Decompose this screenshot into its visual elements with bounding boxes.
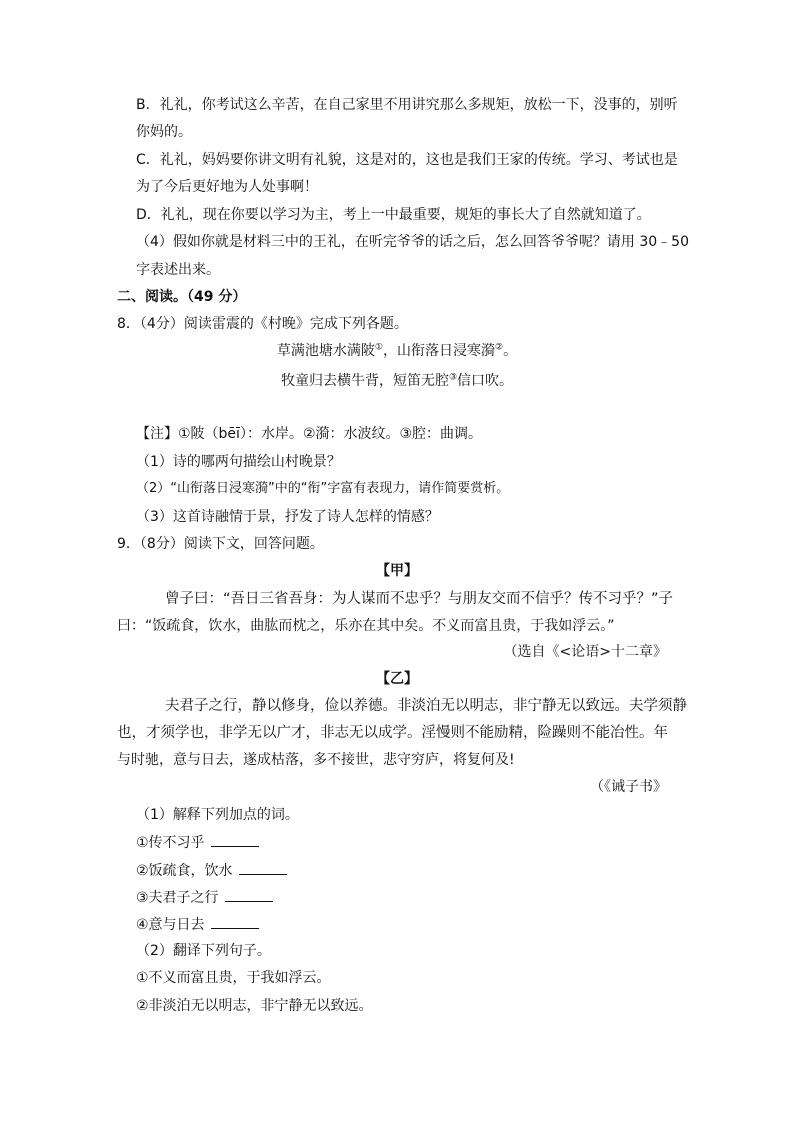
q7-sub4-line2: 字表述出来。 (136, 262, 220, 278)
poem-line2 (0, 371, 794, 391)
q9-trans2: ②非淡泊无以明志，非宁静无以致远。 (136, 998, 373, 1014)
q9-item1-text: ①传不习乎 (136, 835, 205, 851)
passage-yi-title: 【乙】 (376, 671, 418, 687)
passage-yi-line2: 也，才须学也，非学无以广才，非志无以成学。淫慢则不能励精，险躁则不能冶性。年 (117, 725, 668, 741)
footnote-marker-3: ③ (448, 372, 458, 383)
q9-item2-text: ②饭疏食，饮水 (136, 863, 233, 879)
passage-yi-source: （《诫子书》 (590, 779, 667, 795)
q7-sub4-line1: （4）假如你就是材料三中的王礼，在听完爷爷的话之后，怎么回答爷爷呢？请用 30﹣50 (136, 234, 689, 250)
poem-line1-c: 。 (503, 343, 518, 359)
option-c-line1: C．礼礼，妈妈要你讲文明有礼貌，这是对的，这也是我们王家的传统。学习、考试也是 (136, 152, 678, 168)
passage-jia-line1: 曾子曰：“吾日三省吾身：为人谋而不忠乎？与朋友交而不信乎？传不习乎？”子 (165, 591, 674, 607)
option-b-line2: 你妈的。 (136, 124, 192, 140)
option-d-line1: D．礼礼，现在你要以学习为主，考上一中最重要，规矩的事长大了自然就知道了。 (136, 207, 651, 223)
q9-item4 (136, 914, 259, 935)
q9-stem: 9．（8分）阅读下文，回答问题。 (117, 536, 324, 552)
q9-item2 (136, 860, 287, 881)
poem-line2-b: 信口吹。 (457, 373, 514, 389)
passage-jia-title: 【甲】 (376, 563, 418, 579)
section-heading: 二、阅读。（49 分） (117, 289, 247, 305)
passage-jia-source: （选自《<论语>十二章》 (503, 644, 667, 660)
q9-item3-text: ③夫君子之行 (136, 890, 219, 906)
q9-item1 (136, 832, 259, 853)
q8-sub3: （3）这首诗融情于景，抒发了诗人怎样的情感？ (136, 509, 439, 525)
answer-blank[interactable] (239, 860, 287, 875)
answer-blank[interactable] (211, 914, 259, 929)
footnote-marker-1: ① (374, 342, 383, 353)
q9-item4-text: ④意与日去 (136, 917, 205, 933)
poem-line1-a: 草满池塘水满陂 (276, 343, 375, 359)
q9-sub1: （1）解释下列加点的词。 (136, 807, 299, 823)
q8-sub2: （2）“山衔落日浸寒漪”中的“衔”字富有表现力，请作简要赏析。 (136, 481, 510, 496)
poem-line1-b: ，山衔落日浸寒漪 (383, 343, 495, 359)
q8-stem: 8．（4分）阅读雷震的《村晚》完成下列各题。 (117, 316, 408, 332)
answer-blank[interactable] (211, 832, 259, 847)
footnote-marker-2: ② (495, 342, 504, 353)
passage-yi-line3: 与时驰，意与日去，遂成枯落，多不接世，悲守穷庐，将复何及! (117, 752, 515, 768)
q8-sub1: （1）诗的哪两句描绘山村晚景？ (136, 454, 341, 470)
passage-jia-line2: 曰：“饭疏食，饮水，曲肱而枕之，乐亦在其中矣。不义而富且贵，于我如浮云。” (117, 618, 615, 634)
answer-blank[interactable] (225, 887, 273, 902)
option-b-line1: B．礼礼，你考试这么辛苦，在自己家里不用讲究那么多规矩，放松一下，没事的，别听 (136, 97, 678, 113)
poem-line1 (0, 341, 794, 361)
q9-trans1: ①不义而富且贵，于我如浮云。 (136, 970, 331, 986)
q9-item3 (136, 887, 273, 908)
poem-note: 【注】①陂（bēī）：水岸。②漪：水波纹。③腔：曲调。 (136, 426, 483, 442)
poem-line2-a: 牧童归去横牛背，短笛无腔 (280, 373, 449, 389)
passage-yi-line1: 夫君子之行，静以修身，俭以养德。非淡泊无以明志，非宁静无以致远。夫学须静 (165, 698, 687, 714)
option-c-line2: 为了今后更好地为人处事啊！ (136, 179, 318, 195)
q9-sub2: （2）翻译下列句子。 (136, 943, 271, 959)
